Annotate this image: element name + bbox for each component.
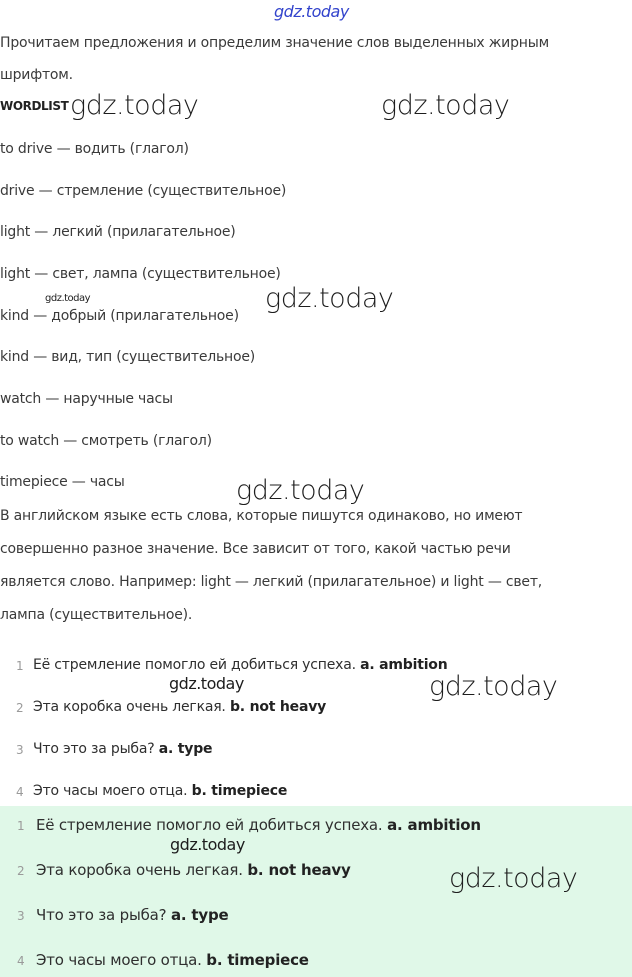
watermark: gdz.today [70, 90, 199, 121]
answer-number: 4 [17, 954, 25, 968]
intro-line-1: Прочитаем предложения и определим значение слов выделенных жирным [0, 35, 549, 51]
answer-item [33, 783, 287, 799]
watermark: gdz.today [170, 835, 245, 854]
answer-item [36, 861, 351, 879]
watermark: gdz.today [236, 475, 365, 506]
answer-number: 1 [17, 819, 25, 833]
answer-sentence: Это часы моего отца. [36, 951, 202, 969]
answer-choice: b. timepiece [206, 951, 309, 969]
answer-number: 2 [16, 701, 24, 715]
watermark: gdz.today [449, 863, 578, 894]
answer-choice: a. ambition [360, 657, 448, 673]
wordlist-heading: WORDLIST [0, 99, 69, 113]
answer-sentence: Её стремление помогло ей добиться успеха. [33, 657, 356, 673]
answer-number: 4 [16, 785, 24, 799]
wordlist-item: watch — наручные часы [0, 391, 173, 407]
explanation-line-2: совершенно разное значение. Все зависит от того, какой частью речи [0, 541, 511, 557]
answer-sentence: Эта коробка очень легкая. [33, 699, 226, 715]
intro-line-2: шрифтом. [0, 67, 73, 83]
answer-item [33, 741, 212, 757]
answer-item [36, 906, 228, 924]
answer-sentence: Эта коробка очень легкая. [36, 861, 243, 879]
watermark: gdz.today [381, 90, 510, 121]
answer-number: 1 [16, 659, 24, 673]
answer-choice: b. not heavy [229, 699, 327, 715]
answer-choice: b. timepiece [191, 783, 288, 799]
answer-choice: b. not heavy [247, 861, 351, 879]
explanation-line-1: В английском языке есть слова, которые пишутся одинаково, но имеют [0, 508, 523, 524]
answer-number: 3 [16, 743, 24, 757]
explanation-line-4: лампа (существительное). [0, 607, 193, 623]
wordlist-item: kind — добрый (прилагательное) [0, 308, 239, 324]
answer-number: 2 [17, 864, 25, 878]
answer-choice: a. type [170, 906, 229, 924]
watermark: gdz.today [45, 293, 91, 304]
answer-sentence: Её стремление помогло ей добиться успеха. [36, 816, 383, 834]
watermark: gdz.today [169, 674, 244, 693]
answer-item [33, 657, 448, 673]
answer-choice: a. ambition [387, 816, 481, 834]
answer-item [36, 816, 481, 834]
answer-choice: a. type [158, 741, 213, 757]
watermark: gdz.today [429, 671, 558, 702]
wordlist-item: to watch — смотреть (глагол) [0, 433, 212, 449]
wordlist-item: light — свет, лампа (существительное) [0, 266, 281, 282]
wordlist-item: to drive — водить (глагол) [0, 141, 189, 157]
answer-sentence: Что это за рыба? [36, 906, 167, 924]
wordlist-item: drive — стремление (существительное) [0, 183, 287, 199]
wordlist-item: kind — вид, тип (существительное) [0, 349, 256, 365]
answer-item [36, 951, 309, 969]
explanation-line-3: является слово. Например: light — легкий (прилагательное) и light — свет, [0, 574, 543, 590]
answer-sentence: Что это за рыба? [33, 741, 155, 757]
wordlist-item: timepiece — часы [0, 474, 125, 490]
answer-number: 3 [17, 909, 25, 923]
answer-sentence: Это часы моего отца. [33, 783, 188, 799]
wordlist-item: light — легкий (прилагательное) [0, 224, 236, 240]
watermark-top: gdz.today [274, 2, 349, 21]
answer-item [33, 699, 326, 715]
watermark: gdz.today [265, 283, 394, 314]
